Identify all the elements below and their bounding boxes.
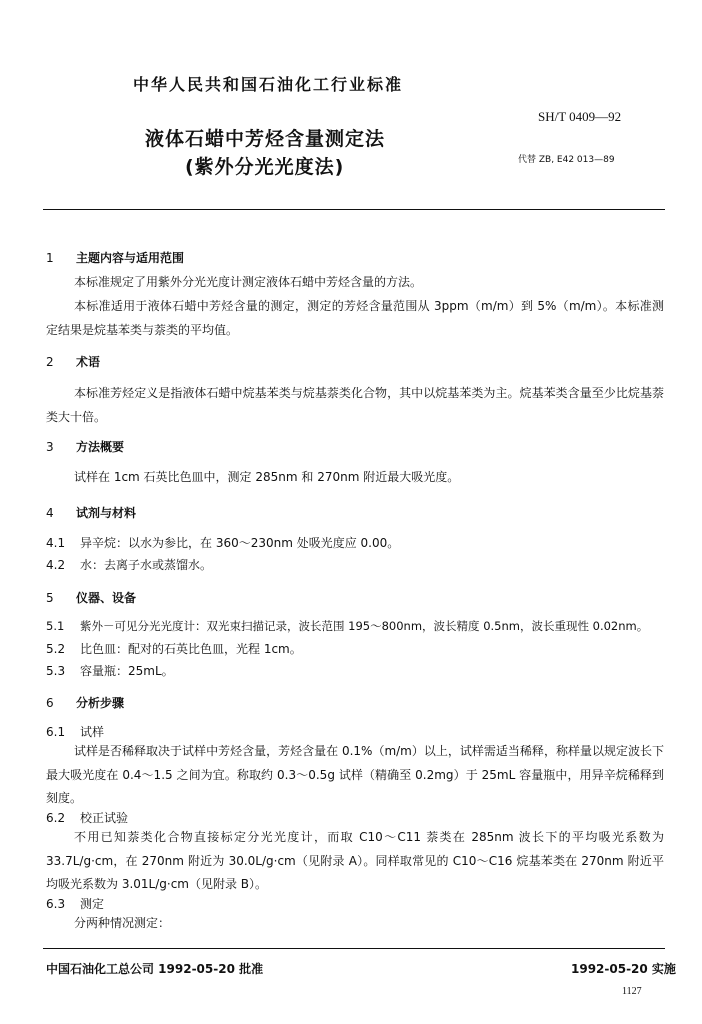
section-1-para-2: 本标准适用于液体石蜡中芳烃含量的测定，测定的芳烃含量范围从 3ppm（m/m）到 5%（m/m）。本标准测定结果是烷基苯类与萘类的平均值。	[46, 299, 664, 337]
clause-6-3-para: 分两种情况测定：	[74, 916, 171, 930]
section-title: 主题内容与适用范围	[76, 251, 185, 265]
clause-number: 6.3	[46, 897, 66, 911]
clause-title: 试样	[80, 725, 105, 739]
clause-title: 校正试验	[80, 811, 129, 825]
standard-number: SH/T 0409—92	[538, 109, 622, 124]
clause-number: 6.1	[46, 725, 66, 739]
clause-number: 5.2	[46, 642, 66, 656]
section-number: 3	[46, 440, 54, 454]
clause-number: 6.2	[46, 811, 66, 825]
section-5-heading	[46, 589, 136, 606]
footer-divider	[43, 948, 665, 949]
section-2-para-1: 本标准芳烃定义是指液体石蜡中烷基苯类与烷基萘类化合物，其中以烷基苯类为主。烷基苯类含量至少比烷基萘类大十倍。	[46, 386, 664, 424]
clause-number: 4.1	[46, 536, 66, 550]
clause-title: 测定	[80, 897, 105, 911]
section-number: 6	[46, 696, 54, 710]
section-number: 1	[46, 251, 54, 265]
approval-note: 中国石油化工总公司 1992-05-20 批准	[46, 962, 264, 976]
clause-4-1	[46, 534, 399, 551]
section-title: 术语	[76, 355, 101, 369]
section-number: 4	[46, 506, 54, 520]
section-title: 分析步骤	[76, 696, 125, 710]
clause-text: 比色皿：配对的石英比色皿，光程 1cm。	[80, 642, 302, 656]
section-4-heading	[46, 504, 136, 521]
clause-5-2	[46, 640, 302, 657]
clause-text: 紫外－可见分光光度计：双光束扫描记录，波长范围 195～800nm，波长精度 0.5nm，波长重现性 0.02nm。	[80, 619, 649, 633]
clause-number: 4.2	[46, 558, 66, 572]
section-2-heading	[46, 353, 100, 370]
section-6-heading	[46, 694, 124, 711]
clause-5-3	[46, 662, 174, 679]
document-subtitle: (紫外分光光度法)	[185, 156, 345, 178]
section-title: 试剂与材料	[76, 506, 137, 520]
page-number: 1127	[622, 986, 642, 997]
clause-number: 5.3	[46, 664, 66, 678]
clause-6-2-heading	[46, 809, 128, 826]
section-1-para-1: 本标准规定了用紫外分光光度计测定液体石蜡中芳烃含量的方法。	[74, 275, 423, 289]
clause-6-2-para: 不用已知萘类化合物直接标定分光光度计，而取 C10～C11 萘类在 285nm 波长下的平均吸光系数为 33.7L/g·cm，在 270nm 附近为 30.0L/g·cm（见附录 A）。同样取常见的 C10～C16 烷基苯类在 270nm 附近平均吸光系数为 3.01L/g·cm（见附录 B）。	[46, 830, 664, 891]
document-title: 液体石蜡中芳烃含量测定法	[145, 128, 386, 150]
clause-text: 容量瓶：25mL。	[80, 664, 174, 678]
clause-6-1-heading	[46, 723, 104, 740]
section-number: 5	[46, 591, 54, 605]
effective-date: 1992-05-20 实施	[571, 962, 676, 976]
standard-category-heading: 中华人民共和国石油化工行业标准	[133, 75, 404, 94]
clause-4-2	[46, 556, 212, 573]
clause-text: 水：去离子水或蒸馏水。	[80, 558, 213, 572]
clause-6-1-para: 试样是否稀释取决于试样中芳烃含量，芳烃含量在 0.1%（m/m）以上，试样需适当稀释，称样量以规定波长下最大吸光度在 0.4～1.5 之间为宜。称取约 0.3～0.5g 试样（精确至 0.2mg）于 25mL 容量瓶中，用异辛烷稀释到刻度。	[46, 744, 664, 805]
section-3-para-1: 试样在 1cm 石英比色皿中，测定 285nm 和 270nm 附近最大吸光度。	[74, 470, 460, 484]
header-divider	[43, 209, 665, 210]
section-number: 2	[46, 355, 54, 369]
clause-number: 5.1	[46, 619, 65, 633]
clause-6-3-heading	[46, 895, 104, 912]
clause-5-1	[46, 618, 648, 634]
section-3-heading	[46, 438, 124, 455]
clause-text: 异辛烷：以水为参比，在 360～230nm 处吸光度应 0.00。	[80, 536, 400, 550]
section-title: 仪器、设备	[76, 591, 137, 605]
section-title: 方法概要	[76, 440, 125, 454]
section-1-heading	[46, 249, 184, 266]
replaces-note: 代替 ZB, E42 013—89	[518, 155, 615, 165]
